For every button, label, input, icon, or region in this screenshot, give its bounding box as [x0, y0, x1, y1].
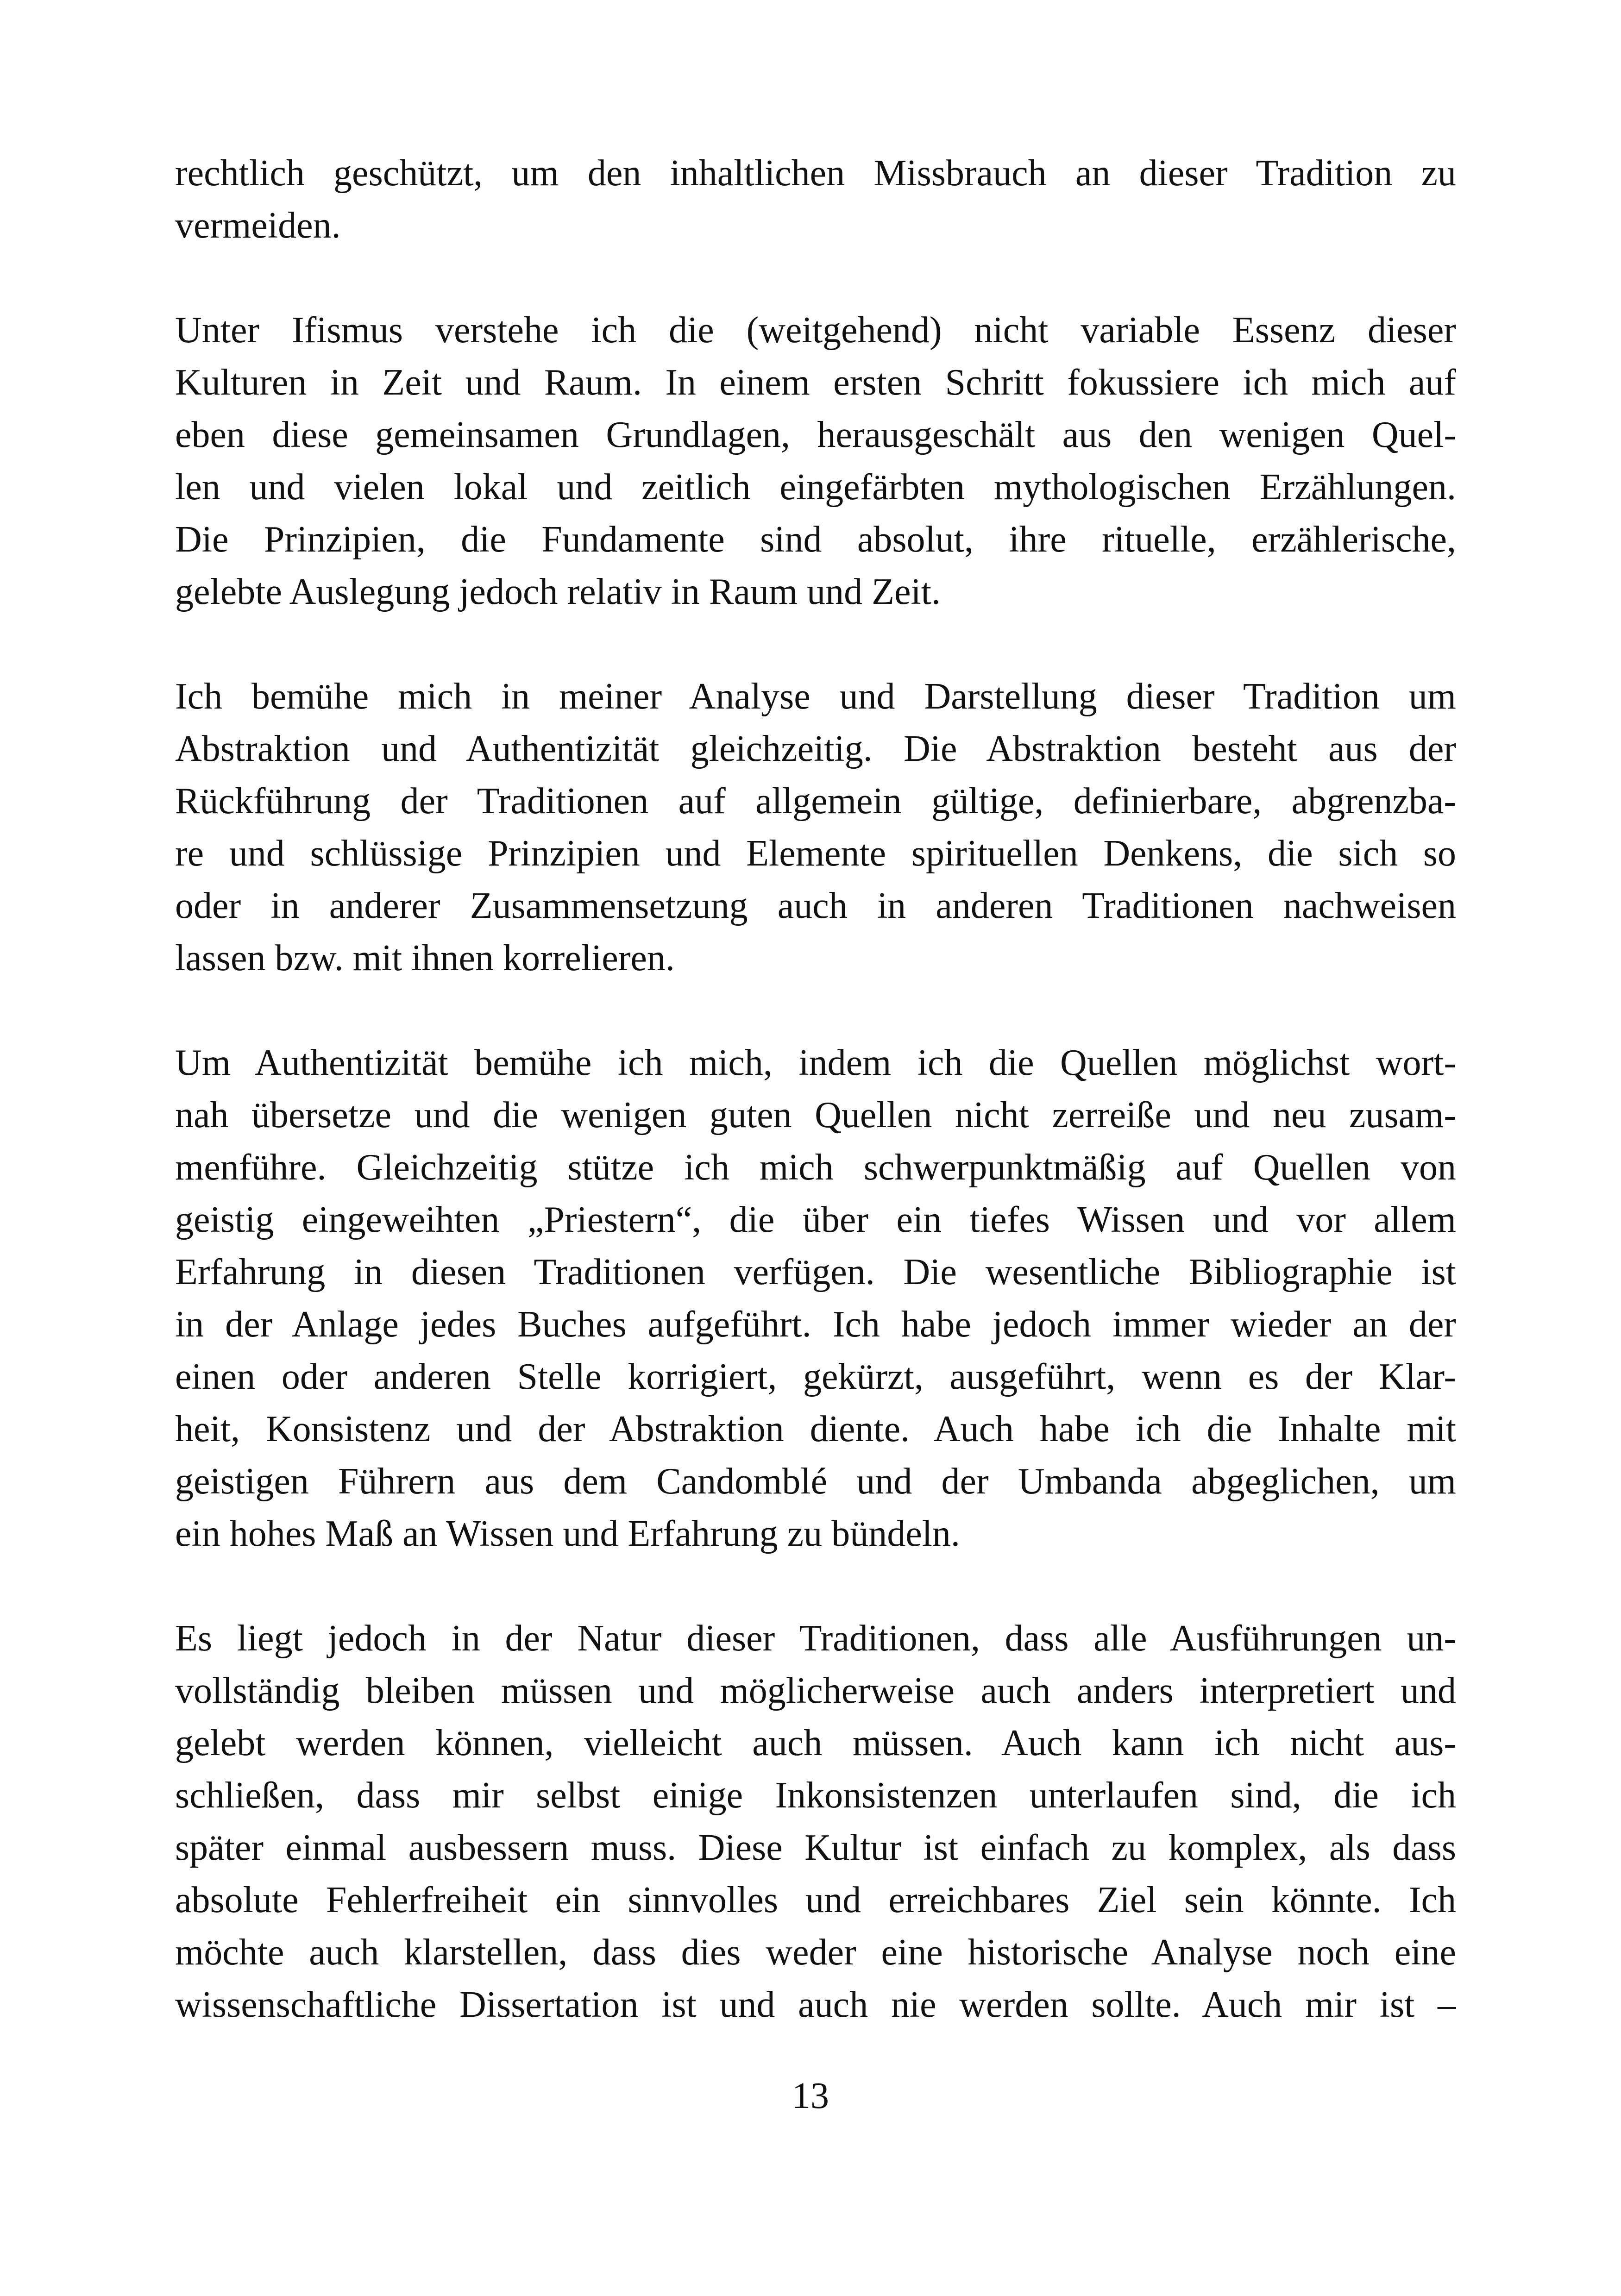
- text-line: absolute Fehlerfreiheit ein sinnvolles und erreichbares Ziel sein könnte. Ich: [175, 1880, 1456, 1920]
- text-line: geistig eingeweihten „Priestern“, die über ein tiefes Wissen und vor allem: [175, 1199, 1456, 1240]
- text-line: lassen bzw. mit ihnen korrelieren.: [175, 938, 675, 979]
- text-line: einen oder anderen Stelle korrigiert, gekürzt, ausgeführt, wenn es der Klar-: [175, 1356, 1456, 1397]
- text-line: Die Prinzipien, die Fundamente sind absolut, ihre rituelle, erzählerische,: [175, 519, 1456, 560]
- text-line: gelebte Auslegung jedoch relativ in Raum und Zeit.: [175, 571, 941, 612]
- text-line: Erfahrung in diesen Traditionen verfügen. Die wesentliche Bibliographie ist: [175, 1252, 1456, 1292]
- paragraph: [175, 304, 1456, 618]
- text-line: gelebt werden können, vielleicht auch müssen. Auch kann ich nicht aus-: [175, 1723, 1456, 1763]
- page-number: 13: [792, 2076, 829, 2116]
- text-line: vollständig bleiben müssen und möglicherweise auch anders interpretiert und: [175, 1670, 1456, 1711]
- body-text: [175, 147, 1456, 2083]
- text-line: rechtlich geschützt, um den inhaltlichen Missbrauch an dieser Tradition zu: [175, 153, 1456, 194]
- text-line: wissenschaftliche Dissertation ist und auch nie werden sollte. Auch mir ist –: [175, 1984, 1456, 2025]
- text-line: vermeiden.: [175, 205, 341, 246]
- paragraph: [175, 1612, 1456, 2031]
- text-line: re und schlüssige Prinzipien und Elemente spirituellen Denkens, die sich so: [175, 833, 1456, 874]
- text-line: Rückführung der Traditionen auf allgemein gültige, definierbare, abgrenzba-: [175, 781, 1456, 822]
- text-line: eben diese gemeinsamen Grundlagen, herausgeschält aus den wenigen Quel-: [175, 414, 1456, 455]
- text-line: nah übersetze und die wenigen guten Quellen nicht zerreiße und neu zusam-: [175, 1095, 1456, 1135]
- text-line: oder in anderer Zusammensetzung auch in anderen Traditionen nachweisen: [175, 885, 1456, 926]
- text-line: Um Authentizität bemühe ich mich, indem ich die Quellen möglichst wort-: [175, 1042, 1456, 1083]
- text-line: geistigen Führern aus dem Candomblé und der Umbanda abgeglichen, um: [175, 1461, 1456, 1502]
- paragraph: [175, 147, 1456, 252]
- text-line: schließen, dass mir selbst einige Inkonsistenzen unterlaufen sind, die ich: [175, 1775, 1456, 1816]
- text-line: Ich bemühe mich in meiner Analyse und Darstellung dieser Tradition um: [175, 676, 1456, 717]
- text-line: Kulturen in Zeit und Raum. In einem ersten Schritt fokussiere ich mich auf: [175, 362, 1456, 403]
- text-line: Es liegt jedoch in der Natur dieser Traditionen, dass alle Ausführungen un-: [175, 1618, 1456, 1659]
- text-line: möchte auch klarstellen, dass dies weder eine historische Analyse noch eine: [175, 1932, 1456, 1973]
- text-line: in der Anlage jedes Buches aufgeführt. Ich habe jedoch immer wieder an der: [175, 1304, 1456, 1345]
- text-line: len und vielen lokal und zeitlich eingefärbten mythologischen Erzählungen.: [175, 467, 1456, 508]
- text-line: später einmal ausbessern muss. Diese Kultur ist einfach zu komplex, als dass: [175, 1827, 1456, 1868]
- text-line: ein hohes Maß an Wissen und Erfahrung zu bündeln.: [175, 1513, 960, 1554]
- text-line: Unter Ifismus verstehe ich die (weitgehend) nicht variable Essenz dieser: [175, 310, 1456, 351]
- text-line: menführe. Gleichzeitig stütze ich mich schwerpunktmäßig auf Quellen von: [175, 1147, 1456, 1188]
- paragraph: [175, 671, 1456, 985]
- text-line: heit, Konsistenz und der Abstraktion diente. Auch habe ich die Inhalte mit: [175, 1409, 1456, 1449]
- text-line: Abstraktion und Authentizität gleichzeitig. Die Abstraktion besteht aus der: [175, 728, 1456, 769]
- paragraph: [175, 1037, 1456, 1560]
